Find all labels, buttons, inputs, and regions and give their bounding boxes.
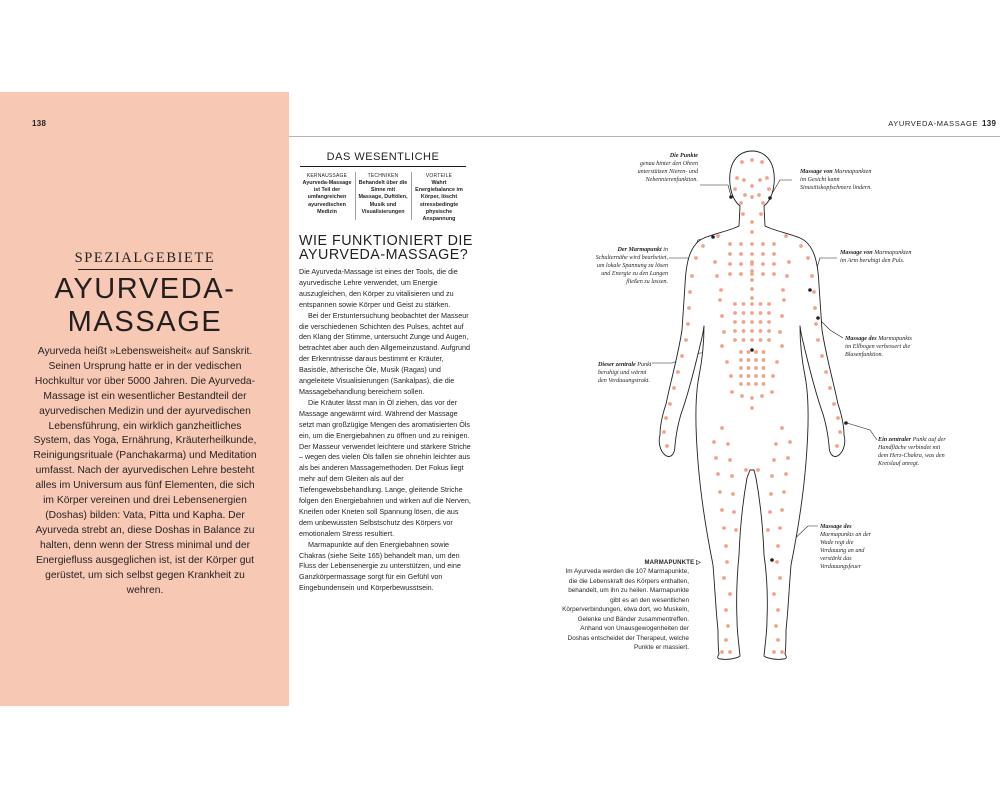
marma-point	[750, 406, 754, 410]
marma-point	[838, 430, 842, 434]
marma-point	[772, 650, 776, 654]
marma-point	[828, 386, 832, 390]
marma-point	[718, 298, 722, 302]
marma-point	[720, 426, 724, 430]
marma-point	[799, 244, 803, 248]
marma-point	[742, 178, 746, 182]
marma-point	[739, 366, 743, 370]
marma-point	[754, 358, 758, 362]
marma-point	[762, 366, 766, 370]
marma-point	[739, 201, 743, 205]
annotation-text: Marmapunkten im Arm beruhigt den Puls.	[840, 250, 912, 265]
marma-point	[739, 262, 743, 266]
marma-point	[767, 338, 771, 342]
marma-point	[716, 472, 720, 476]
annotation-text: Marmapunkten im Gesicht kann Sinusitiskopfschmerz lindern.	[800, 169, 872, 192]
marma-point	[729, 374, 733, 378]
marma-point	[728, 272, 732, 276]
body-paragraph: Die Kräuter lässt man in Öl ziehen, das vor der Massage angewärmt wird. Während der Massage setzt man großzügige Mengen des aromatisierten Öls ein, um die Energiebahnen zu öffnen und zu reinigen. Der Masseur verwendet leichtere und stärkere Striche – wegen des vielen Öls fallen sie ohnehin leichter aus als bei anderen Massagemethoden. Der Fokus liegt mehr auf dem Gleiten als auf der Tiefengewebsbehandlung. Lange, gleitende Striche folgen den Energiebahnen und wirken auf die Nerven, Kneifen oder Kneten soll Spannung lösen, die aus dem unbewussten Selbstschutz des Körpers vor emotionalem Stress resultiert.	[299, 397, 471, 538]
marma-point	[788, 440, 792, 444]
marma-point	[750, 296, 754, 300]
marma-point	[772, 242, 776, 246]
marma-point	[743, 193, 747, 197]
marma-point	[742, 338, 746, 342]
marma-point	[772, 458, 776, 462]
annotation-elbow	[845, 335, 915, 359]
marma-point	[778, 526, 782, 530]
annotation-bold: Der Marmapunkt	[617, 247, 662, 253]
marma-point	[744, 468, 748, 472]
article-heading-line1: WIE FUNKTIONIERT DIE	[299, 233, 473, 249]
body-paragraph: Bei der Erstuntersuchung beobachtet der Masseur die verschiedenen Schichten des Pulses, achtet auf den Klang der Stimme, untersucht Zunge und Augen, betrachtet aber auch den Allgemeinzustand. Aufgrund der Erkenntnisse daraus bestimmt er Kräuter, Basisöle, ätherische Öle, Musik (Ragas) und angeleitete Visualisierungen (Sankalpas), die die Massagebehandlung bereichern sollen.	[299, 310, 471, 396]
marma-point	[812, 290, 816, 294]
marma-point	[733, 338, 737, 342]
marma-point	[722, 576, 726, 580]
annotation-arm	[840, 249, 912, 265]
marma-point	[747, 350, 751, 354]
marma-point	[750, 338, 754, 342]
marma-point	[742, 320, 746, 324]
essentials-heading: DAS WESENTLICHE	[326, 151, 440, 163]
marma-point	[740, 394, 744, 398]
marma-point	[713, 260, 717, 264]
annotation-hand	[878, 436, 950, 468]
marma-point	[784, 472, 788, 476]
marma-point	[720, 508, 724, 512]
essentials-top-rule	[300, 166, 466, 167]
marma-point	[775, 360, 779, 364]
marma-point	[726, 442, 730, 446]
essentials-col3-body: Wahrt Energiebalance im Körper, löscht stressbedingte physische Anspannung	[415, 180, 463, 223]
marma-point	[728, 458, 732, 462]
marma-point	[688, 290, 692, 294]
annotation-bold: Massage von	[800, 169, 833, 175]
marma-point	[762, 382, 766, 386]
section-label: SPEZIALGEBIETE	[74, 250, 216, 266]
marma-point	[772, 592, 776, 596]
marma-point	[747, 382, 751, 386]
marma-point	[824, 370, 828, 374]
marma-point	[741, 212, 745, 216]
running-head: AYURVEDA-MASSAGE	[888, 119, 978, 128]
marma-point	[750, 195, 754, 199]
marma-point	[770, 390, 774, 394]
annotation-face	[800, 168, 872, 192]
annotation-calf	[820, 523, 880, 572]
marma-point	[672, 386, 676, 390]
marma-point	[784, 234, 788, 238]
marma-point	[761, 201, 765, 205]
marma-point	[772, 262, 776, 266]
marma-point	[759, 320, 763, 324]
marma-point	[750, 311, 754, 315]
marma-point	[719, 288, 723, 292]
marma-point	[739, 242, 743, 246]
header-rule	[289, 136, 1000, 137]
annotation-text: Punkt auf der Handfläche verbindet mit dem Herz-Chakra, was den Kreislauf anregt.	[878, 437, 946, 468]
marma-point	[760, 394, 764, 398]
marma-point	[747, 358, 751, 362]
marma-point	[806, 256, 810, 260]
marma-point	[730, 390, 734, 394]
marma-point	[780, 314, 784, 318]
marma-point	[836, 416, 840, 420]
marma-point	[750, 302, 754, 306]
marma-point	[712, 440, 716, 444]
marma-point	[759, 329, 763, 333]
marma-point	[728, 650, 732, 654]
marma-point	[701, 244, 705, 248]
marma-point	[754, 382, 758, 386]
marma-point	[750, 252, 754, 256]
marma-point	[728, 262, 732, 266]
annotation-text: Marmapunkts an der Wade regt die Verdauung an und verstärkt das Verdauungsfeuer	[820, 532, 872, 571]
marma-point	[733, 320, 737, 324]
essentials-divider	[411, 172, 412, 220]
essentials-col1-body: Ayurveda-Massage ist Teil der umfangreichen ayurvedischen Medizin	[302, 180, 352, 215]
marma-point	[754, 374, 758, 378]
marma-point	[761, 262, 765, 266]
marma-point	[722, 330, 726, 334]
article-heading-line2: AYURVEDA-MASSAGE?	[299, 247, 469, 264]
marma-point	[739, 374, 743, 378]
marma-point	[780, 508, 784, 512]
annotation-bold: Die Punkte	[669, 153, 698, 159]
marma-point	[835, 444, 839, 448]
marma-point	[750, 269, 754, 273]
marma-point	[770, 474, 774, 478]
marma-point	[781, 288, 785, 292]
marma-point	[750, 329, 754, 333]
marma-point	[767, 302, 771, 306]
marma-point	[730, 474, 734, 478]
marma-point	[774, 442, 778, 446]
annotation-text: Marmapunkts im Ellbogen verbessert die Blasenfunktion.	[845, 336, 913, 359]
marma-point	[780, 426, 784, 430]
marma-point	[774, 624, 778, 628]
marma-point	[747, 366, 751, 370]
marma-point	[765, 176, 769, 180]
marma-point	[734, 528, 738, 532]
marma-point	[759, 302, 763, 306]
annotation-bold: Massage von	[840, 250, 873, 256]
marma-point	[759, 311, 763, 315]
marma-point	[778, 330, 782, 334]
marma-point	[761, 242, 765, 246]
marma-point	[720, 344, 724, 348]
marma-point	[728, 252, 732, 256]
marma-point	[767, 187, 771, 191]
marma-point	[767, 311, 771, 315]
marma-point	[740, 160, 744, 164]
marma-point	[750, 320, 754, 324]
marma-point	[750, 260, 754, 264]
marma-point	[718, 490, 722, 494]
marma-point	[785, 274, 789, 278]
marma-point	[832, 402, 836, 406]
marma-point	[739, 350, 743, 354]
marma-point	[816, 338, 820, 342]
marma-point	[686, 322, 690, 326]
marma-point	[733, 187, 737, 191]
marma-point	[747, 374, 751, 378]
chapter-title-line2: MASSAGE	[67, 306, 223, 338]
annotation-text: genau hinter den Ohren unterstützen Nieren- und Nebennierenfunktion.	[637, 161, 698, 184]
section-label-underline	[78, 269, 212, 270]
marma-point	[762, 350, 766, 354]
marma-point	[750, 220, 754, 224]
marma-point	[716, 234, 720, 238]
marma-point	[735, 176, 739, 180]
marma-point	[750, 287, 754, 291]
marma-point	[776, 544, 780, 548]
marma-point	[750, 278, 754, 282]
essentials-col1-head: KERNAUSSAGE	[306, 173, 348, 179]
marma-point	[750, 396, 754, 400]
marma-point	[676, 370, 680, 374]
marma-point	[750, 184, 754, 188]
marma-point	[780, 344, 784, 348]
marma-point	[733, 311, 737, 315]
marma-point	[684, 338, 688, 342]
marma-point	[665, 444, 669, 448]
annotation-bold: Dieser zentrale	[598, 362, 636, 368]
marma-point	[776, 608, 780, 612]
marma-point	[668, 402, 672, 406]
essentials-col3-head: VORTEILE	[425, 173, 453, 179]
marma-point	[767, 320, 771, 324]
marma-point	[728, 592, 732, 596]
marma-point	[725, 360, 729, 364]
marma-point	[742, 302, 746, 306]
marma-point	[739, 382, 743, 386]
essentials-col2-head: TECHNIKEN	[367, 173, 399, 179]
marma-point	[731, 492, 735, 496]
marma-point	[739, 272, 743, 276]
body-paragraph: Marmapunkte auf den Energiebahnen sowie Chakras (siehe Seite 165) behandelt man, um den Fluss der Lebensenergie zu unterstützen, und eine Ganzkörpermassage sorgt für ein Gefühl von Eingebundensein und Körperbewusstsein.	[299, 539, 461, 593]
marma-point	[728, 242, 732, 246]
marma-point	[767, 329, 771, 333]
chapter-title-line1: AYURVEDA-	[54, 273, 236, 305]
essentials-col2-body: Behandelt über die Sinne mit Massage, Duftölen, Musik und Visualisierungen	[358, 180, 408, 215]
marma-heading: MARMAPUNKTE ▷	[644, 560, 701, 566]
marma-point	[714, 456, 718, 460]
marma-point	[733, 302, 737, 306]
marma-point	[772, 272, 776, 276]
marma-point	[720, 314, 724, 318]
annotation-text: Punkt beruhigt und wärmt den Verdauungstrakt.	[598, 362, 652, 385]
article-heading	[299, 234, 489, 263]
essentials-divider	[355, 172, 356, 220]
marma-point	[664, 416, 668, 420]
marma-point	[782, 298, 786, 302]
marma-point	[690, 274, 694, 278]
marma-point	[754, 366, 758, 370]
marma-point	[724, 544, 728, 548]
marma-point	[739, 358, 743, 362]
marma-point	[762, 374, 766, 378]
marma-point	[758, 178, 762, 182]
marma-point	[820, 354, 824, 358]
marma-point	[726, 624, 730, 628]
marma-point	[775, 560, 779, 564]
marma-point	[782, 490, 786, 494]
marma-point	[739, 252, 743, 256]
marma-point	[732, 510, 736, 514]
body-paragraph: Die Ayurveda-Massage ist eines der Tools, die die ayurvedische Lehre verwendet, um Energie auszugleichen, den Körper zu vitalisieren und zu entspannen sowie Körper und Geist zu stärken.	[299, 267, 458, 309]
marma-point	[720, 650, 724, 654]
marma-point	[768, 510, 772, 514]
marma-point	[662, 430, 666, 434]
marma-point	[778, 576, 782, 580]
marma-point	[787, 260, 791, 264]
marma-point	[680, 354, 684, 358]
marma-point	[761, 252, 765, 256]
article-body	[299, 267, 474, 594]
marma-point	[814, 322, 818, 326]
annotation-central	[598, 361, 652, 385]
marma-point	[780, 650, 784, 654]
marma-point	[766, 528, 770, 532]
marma-point	[687, 306, 691, 310]
marma-point	[756, 468, 760, 472]
annotation-bold: Massage des	[845, 336, 877, 342]
page-number-right: 139	[982, 119, 997, 128]
annotation-ears	[630, 152, 698, 184]
marma-point	[772, 252, 776, 256]
marma-point	[724, 608, 728, 612]
marma-point	[722, 526, 726, 530]
marma-text: Im Ayurveda werden die 107 Marmapunkte, die die Lebenskraft des Körpers enthalten, behandelt, um ihn zu heilen. Marmapunkte gibt es an den wesentlichen Körperverbindungen, etwa dort, wo Muskeln, Gelenke und Bänder zusammentreffen. Anhand von Unausgewogenheiten der Doshas entscheidet der Therapeut, welche Punkte er massiert.	[562, 568, 689, 651]
marma-point	[715, 274, 719, 278]
marma-point	[776, 638, 780, 642]
marma-point	[754, 350, 758, 354]
marma-point	[760, 160, 764, 164]
annotation-shoulder	[588, 246, 668, 286]
marma-point	[769, 492, 773, 496]
marma-point	[733, 329, 737, 333]
marma-point	[694, 256, 698, 260]
intro-paragraph: Ayurveda heißt »Lebensweisheit« auf Sanskrit. Seinen Ursprung hatte er in der vedischen Hochkultur vor über 5000 Jahren. Die Ayurveda-Massage ist ein wesentlicher Bestandteil der ayurvedischen Medizin und der ayurvedischen Lebensführung, ein wirklich ganzheitliches System, das Yoga, Ernährung, Kräuterheilkunde, Reinigungsrituale (Panchakarma) und Meditation umfasst. Nach der ayurvedischen Lehre besteht alles im Universum aus fünf Elementen, die sich im Körper vereinen und drei Lebensenergien (Doshas) bilden: Vata, Pitta und Kapha. Der Ayurveda strebt an, diese Doshas in Balance zu halten, denn wenn der Stress minimal und der Energiefluss ausgeglichen ist, ist der Körper gut gerüstet, um sich selbst gegen Krankheit zu wehren.	[33, 346, 257, 596]
annotation-bold: Massage des	[820, 524, 852, 530]
marma-point	[786, 456, 790, 460]
marma-point	[750, 230, 754, 234]
marma-point	[742, 329, 746, 333]
marma-point	[757, 193, 761, 197]
annotation-bold: Ein zentraler	[878, 437, 912, 443]
marma-point	[750, 158, 754, 162]
marma-point	[813, 306, 817, 310]
marma-point	[771, 374, 775, 378]
page-number-left: 138	[32, 119, 47, 128]
marma-point	[762, 358, 766, 362]
marma-point	[810, 274, 814, 278]
marma-point	[759, 338, 763, 342]
marma-point	[724, 638, 728, 642]
marma-point	[761, 272, 765, 276]
annotation-text: in Schulternähe wird bearbeitet, um lokale Spannung zu lösen und Energie zu den Lungen fließen zu lassen.	[595, 247, 668, 286]
marma-point	[725, 560, 729, 564]
marma-point	[759, 212, 763, 216]
marma-point	[750, 242, 754, 246]
marma-point	[742, 311, 746, 315]
